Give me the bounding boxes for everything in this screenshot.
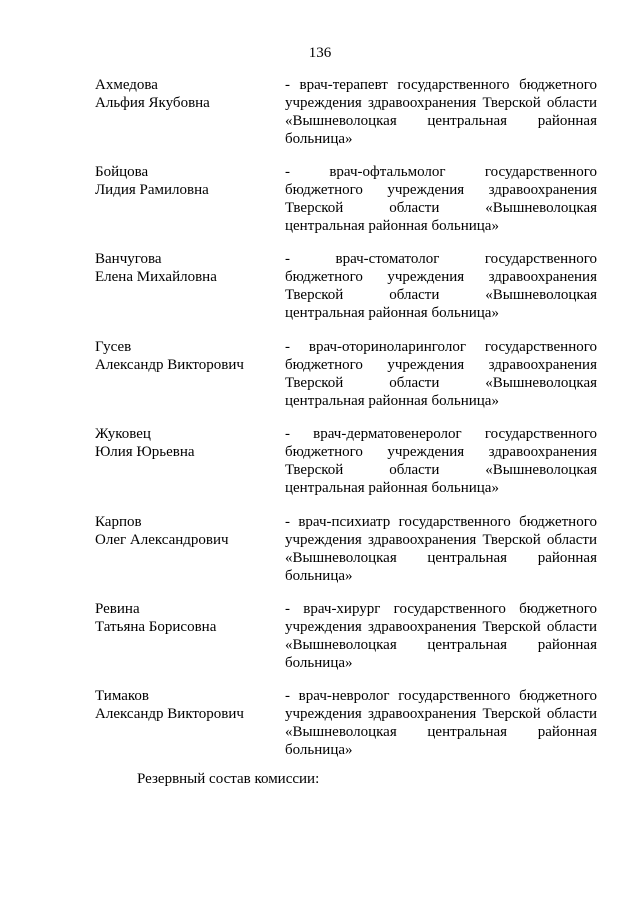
- member-entry: [95, 250, 600, 330]
- member-name: [95, 425, 280, 461]
- member-entry: [95, 425, 600, 505]
- member-role: [285, 76, 597, 148]
- member-name: [95, 513, 280, 549]
- member-entry: [95, 513, 600, 593]
- member-given-names: Альфия Якубовна: [95, 95, 210, 111]
- role-line: бюджетного учреждения здравоохранения: [285, 182, 597, 198]
- member-surname: Карпов: [95, 514, 142, 530]
- page-number: 136: [308, 45, 332, 61]
- member-entry: [95, 600, 600, 680]
- role-line: больница»: [285, 131, 353, 147]
- member-name: [95, 76, 280, 112]
- member-surname: Бойцова: [95, 164, 149, 180]
- role-line: больница»: [285, 655, 353, 671]
- role-line: Тверской области «Вышневолоцкая: [285, 462, 597, 478]
- role-line: - врач-терапевт государственного бюджетного: [285, 77, 597, 93]
- member-surname: Ванчугова: [95, 251, 162, 267]
- role-line: - врач-хирург государственного бюджетного: [285, 601, 597, 617]
- member-name: [95, 163, 280, 199]
- reserve-heading: Резервный состав комиссии:: [137, 771, 320, 787]
- role-line: Тверской области «Вышневолоцкая: [285, 200, 597, 216]
- member-given-names: Александр Викторович: [95, 357, 244, 373]
- member-given-names: Татьяна Борисовна: [95, 619, 217, 635]
- role-line: больница»: [285, 742, 353, 758]
- member-role: [285, 425, 597, 497]
- member-given-names: Юлия Юрьевна: [95, 444, 195, 460]
- member-name: [95, 250, 280, 286]
- member-role: [285, 163, 597, 235]
- role-line: учреждения здравоохранения Тверской области: [285, 95, 597, 111]
- member-surname: Гусев: [95, 339, 132, 355]
- role-line: центральная районная больница»: [285, 218, 499, 234]
- role-line: - врач-психиатр государственного бюджетного: [285, 514, 597, 530]
- role-line: «Вышневолоцкая центральная районная: [285, 724, 597, 740]
- member-role: [285, 338, 597, 410]
- role-line: учреждения здравоохранения Тверской области: [285, 619, 597, 635]
- member-surname: Ревина: [95, 601, 140, 617]
- member-role: [285, 513, 597, 585]
- member-given-names: Елена Михайловна: [95, 269, 217, 285]
- member-name: [95, 338, 280, 374]
- role-line: «Вышневолоцкая центральная районная: [285, 637, 597, 653]
- role-line: - врач-оториноларинголог государственного: [285, 339, 597, 355]
- role-line: - врач-невролог государственного бюджетного: [285, 688, 597, 704]
- role-line: - врач-дерматовенеролог государственного: [285, 426, 597, 442]
- role-line: центральная районная больница»: [285, 480, 499, 496]
- member-given-names: Лидия Рамиловна: [95, 182, 209, 198]
- member-given-names: Александр Викторович: [95, 706, 244, 722]
- role-line: бюджетного учреждения здравоохранения: [285, 269, 597, 285]
- member-entry: [95, 163, 600, 243]
- member-entry: [95, 338, 600, 418]
- role-line: Тверской области «Вышневолоцкая: [285, 287, 597, 303]
- role-line: учреждения здравоохранения Тверской области: [285, 532, 597, 548]
- role-line: больница»: [285, 568, 353, 584]
- member-given-names: Олег Александрович: [95, 532, 229, 548]
- role-line: бюджетного учреждения здравоохранения: [285, 444, 597, 460]
- role-line: бюджетного учреждения здравоохранения: [285, 357, 597, 373]
- role-line: центральная районная больница»: [285, 305, 499, 321]
- member-name: [95, 600, 280, 636]
- role-line: «Вышневолоцкая центральная районная: [285, 550, 597, 566]
- role-line: учреждения здравоохранения Тверской области: [285, 706, 597, 722]
- member-role: [285, 600, 597, 672]
- role-line: Тверской области «Вышневолоцкая: [285, 375, 597, 391]
- member-surname: Жуковец: [95, 426, 151, 442]
- member-entry: [95, 687, 600, 767]
- member-entry: [95, 76, 600, 156]
- role-line: - врач-стоматолог государственного: [285, 251, 597, 267]
- member-name: [95, 687, 280, 723]
- member-role: [285, 687, 597, 759]
- member-role: [285, 250, 597, 322]
- member-surname: Ахмедова: [95, 77, 158, 93]
- role-line: - врач-офтальмолог государственного: [285, 164, 597, 180]
- role-line: «Вышневолоцкая центральная районная: [285, 113, 597, 129]
- member-surname: Тимаков: [95, 688, 149, 704]
- role-line: центральная районная больница»: [285, 393, 499, 409]
